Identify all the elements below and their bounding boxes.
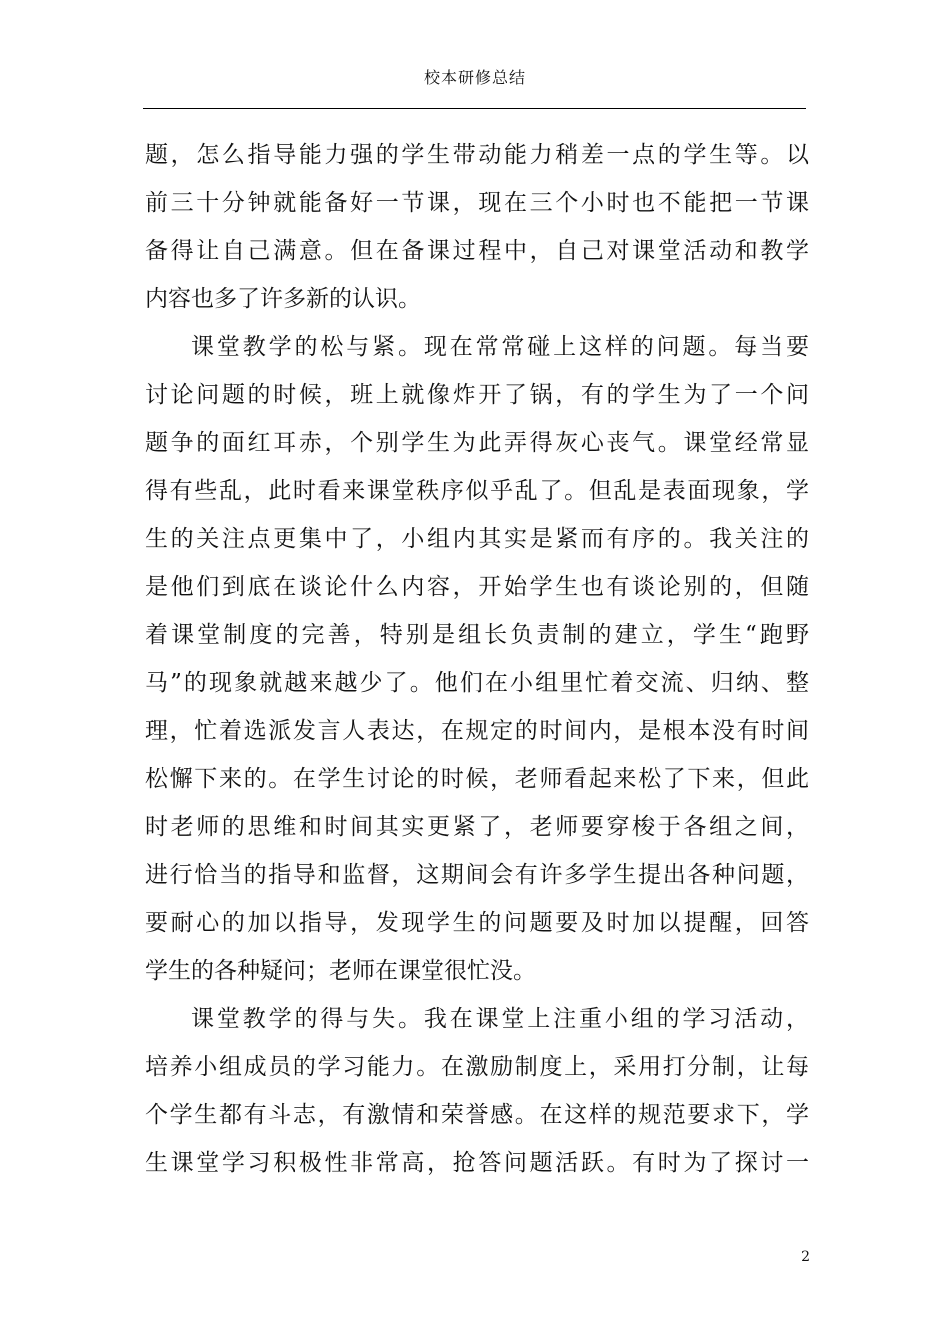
text-line: 课堂教学的得与失。我在课堂上注重小组的学习活动， bbox=[191, 1006, 809, 1032]
text-line: 前三十分钟就能备好一节课，现在三个小时也不能把一节课 bbox=[145, 190, 809, 216]
text-line: 学生的各种疑问；老师在课堂很忙没。 bbox=[145, 958, 536, 984]
text-line: 是他们到底在谈论什么内容，开始学生也有谈论别的，但随 bbox=[145, 574, 809, 600]
text-line: 生课堂学习积极性非常高，抢答问题活跃。有时为了探讨一 bbox=[145, 1150, 809, 1176]
text-line: 生的关注点更集中了，小组内其实是紧而有序的。我关注的 bbox=[145, 526, 809, 552]
text-line: 得有些乱，此时看来课堂秩序似乎乱了。但乱是表面现象，学 bbox=[145, 478, 809, 504]
text-line: 时老师的思维和时间其实更紧了，老师要穿梭于各组之间， bbox=[145, 814, 809, 840]
header-divider bbox=[143, 108, 806, 109]
text-line: 内容也多了许多新的认识。 bbox=[145, 286, 421, 312]
text-line: 课堂教学的松与紧。现在常常碰上这样的问题。每当要 bbox=[191, 334, 809, 360]
text-line: 题，怎么指导能力强的学生带动能力稍差一点的学生等。以 bbox=[145, 142, 809, 168]
text-line: 讨论问题的时候，班上就像炸开了锅，有的学生为了一个问 bbox=[145, 382, 809, 408]
page-header-title: 校本研修总结 bbox=[423, 68, 526, 87]
text-line: 着课堂制度的完善，特别是组长负责制的建立，学生“跑野 bbox=[145, 622, 809, 648]
text-line: 题争的面红耳赤，个别学生为此弄得灰心丧气。课堂经常显 bbox=[145, 430, 809, 456]
text-line: 培养小组成员的学习能力。在激励制度上，采用打分制，让每 bbox=[145, 1054, 809, 1080]
text-line: 马”的现象就越来越少了。他们在小组里忙着交流、归纳、整 bbox=[145, 670, 809, 696]
text-line: 要耐心的加以指导，发现学生的问题要及时加以提醒，回答 bbox=[145, 910, 809, 936]
page-number: 2 bbox=[801, 1249, 810, 1265]
text-line: 进行恰当的指导和监督，这期间会有许多学生提出各种问题， bbox=[145, 862, 809, 888]
text-line: 备得让自己满意。但在备课过程中，自己对课堂活动和教学 bbox=[145, 238, 809, 264]
text-line: 个学生都有斗志，有激情和荣誉感。在这样的规范要求下，学 bbox=[145, 1102, 809, 1128]
text-line: 松懈下来的。在学生讨论的时候，老师看起来松了下来，但此 bbox=[145, 766, 809, 792]
document-body bbox=[145, 131, 809, 1187]
text-line: 理，忙着选派发言人表达，在规定的时间内，是根本没有时间 bbox=[145, 718, 809, 744]
